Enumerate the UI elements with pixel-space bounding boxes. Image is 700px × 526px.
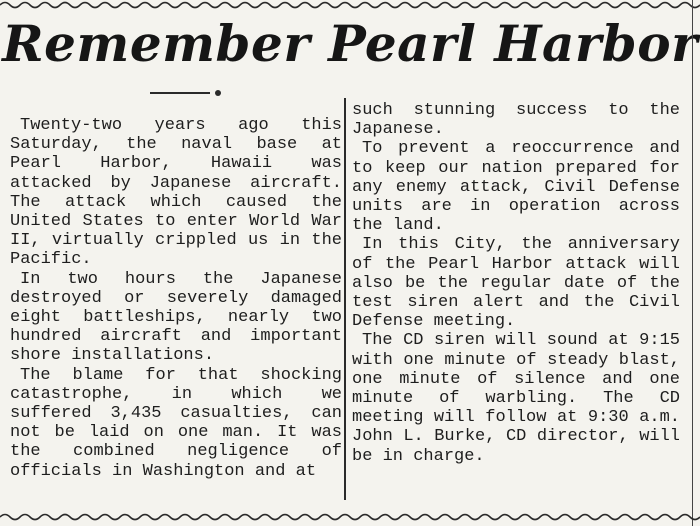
column-divider xyxy=(344,98,346,500)
right-paragraph: In this City, the anniversary of the Pearl Harbor attack will also be the regular date of the test siren alert and the Civil Defense meeting. xyxy=(352,235,680,332)
left-column xyxy=(10,116,342,481)
right-frame-line xyxy=(692,0,693,526)
headline-rule xyxy=(150,92,210,94)
top-wavy-border xyxy=(0,0,700,10)
right-paragraph: such stunning success to the Japanese. xyxy=(352,101,680,140)
headline: Remember Pearl Harbor xyxy=(2,14,698,73)
right-paragraph: The CD siren will sound at 9:15 with one minute of steady blast, one minute of silence and one minute of warbling. The CD meeting will follow at 9:30 a.m. John L. Burke, CD director, will be in charge. xyxy=(352,331,680,466)
left-paragraph: In two hours the Japanese destroyed or severely damaged eight battleships, nearly two hundred aircraft and important shore installations. xyxy=(10,269,342,366)
bottom-wavy-border xyxy=(0,512,700,522)
left-paragraph: Twenty-two years ago this Saturday, the naval base at Pearl Harbor, Hawaii was attacked by Japanese aircraft. The attack which caused the United States to enter World War II, virtually crippled us in the Pacific. xyxy=(10,116,342,270)
right-column xyxy=(352,101,680,466)
right-paragraph: To prevent a reoccurrence and to keep our nation prepared for any enemy attack, Civil Defense units are in operation across the land. xyxy=(352,139,680,236)
left-paragraph: The blame for that shocking catastrophe, in which we suffered 3,435 casualties, can not be laid on one man. It was the combined negligence of officials in Washington and at xyxy=(10,365,342,481)
headline-rule-dot xyxy=(215,90,221,96)
